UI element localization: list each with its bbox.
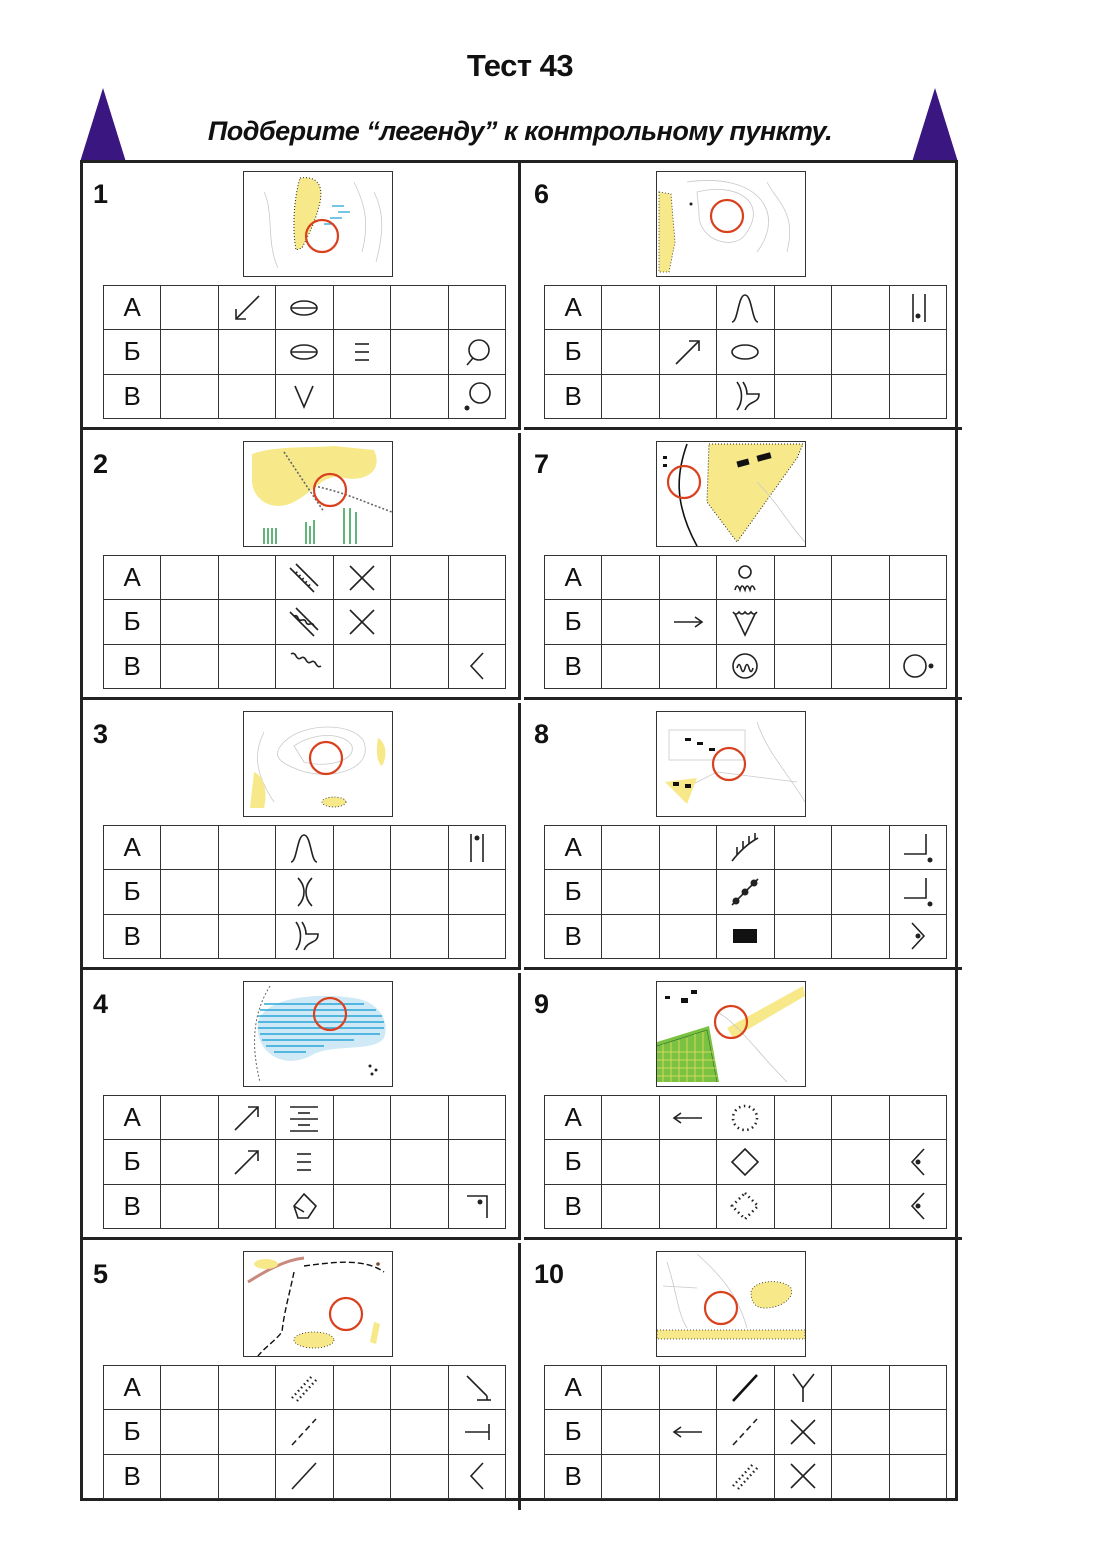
legend-table	[103, 1365, 506, 1499]
legend-empty-cell	[832, 1096, 889, 1140]
legend-empty-cell	[774, 556, 831, 600]
legend-empty-cell	[391, 1366, 448, 1410]
legend-empty-cell	[602, 826, 659, 870]
legend-table	[103, 825, 506, 959]
legend-empty-cell	[218, 1366, 275, 1410]
legend-table	[544, 825, 947, 959]
option-label: В	[545, 1454, 602, 1498]
legend-empty-cell	[448, 914, 505, 958]
legend-empty-cell	[659, 374, 716, 418]
legend-empty-cell	[659, 1140, 716, 1184]
option-label: А	[104, 556, 161, 600]
legend-empty-cell	[774, 600, 831, 644]
legend-empty-cell	[659, 1366, 716, 1410]
legend-empty-cell	[448, 1140, 505, 1184]
angle-left-icon	[448, 1454, 505, 1498]
legend-empty-cell	[602, 1096, 659, 1140]
legend-empty-cell	[218, 1454, 275, 1498]
arrow-ne-icon	[218, 1140, 275, 1184]
arrow-right-icon	[659, 600, 716, 644]
legend-empty-cell	[391, 826, 448, 870]
legend-empty-cell	[391, 1096, 448, 1140]
diamond-icon	[717, 1140, 774, 1184]
test-card-7	[524, 433, 962, 700]
ellipse-line-icon	[276, 286, 333, 330]
arrow-left-icon	[659, 1410, 716, 1454]
legend-empty-cell	[889, 374, 946, 418]
legend-empty-cell	[218, 826, 275, 870]
legend-row[interactable]	[545, 826, 947, 870]
legend-empty-cell	[448, 600, 505, 644]
legend-empty-cell	[161, 1184, 218, 1228]
legend-empty-cell	[161, 374, 218, 418]
test-grid	[80, 160, 958, 1501]
triangle-right-icon	[912, 88, 958, 162]
legend-empty-cell	[161, 1096, 218, 1140]
cross-icon	[774, 1454, 831, 1498]
map-1-thumbnail	[243, 171, 393, 277]
legend-empty-cell	[333, 1366, 390, 1410]
option-label: А	[104, 1096, 161, 1140]
legend-row[interactable]	[104, 1140, 506, 1184]
map-7-thumbnail	[656, 441, 806, 547]
legend-row[interactable]	[545, 644, 947, 688]
legend-row[interactable]	[104, 870, 506, 914]
legend-empty-cell	[832, 330, 889, 374]
legend-empty-cell	[602, 330, 659, 374]
line-dot-icon	[889, 286, 946, 330]
legend-empty-cell	[218, 1184, 275, 1228]
corner-dot-icon	[889, 870, 946, 914]
dotted-diamond-icon	[717, 1184, 774, 1228]
test-card-6	[524, 163, 962, 430]
legend-empty-cell	[602, 914, 659, 958]
legend-empty-cell	[218, 374, 275, 418]
hill-bump-icon	[276, 826, 333, 870]
legend-row[interactable]	[104, 914, 506, 958]
arrow-ne-icon	[218, 1096, 275, 1140]
ellipse-line-icon	[276, 330, 333, 374]
dotted-double-icon	[717, 1454, 774, 1498]
dashed-diagonal-icon	[717, 1410, 774, 1454]
legend-empty-cell	[889, 1410, 946, 1454]
legend-empty-cell	[333, 286, 390, 330]
dot-line-icon	[448, 826, 505, 870]
dotted-band-icon	[276, 556, 333, 600]
legend-empty-cell	[333, 374, 390, 418]
legend-empty-cell	[161, 556, 218, 600]
legend-empty-cell	[774, 870, 831, 914]
legend-empty-cell	[333, 1184, 390, 1228]
test-number: 6	[534, 179, 550, 209]
legend-empty-cell	[218, 870, 275, 914]
legend-empty-cell	[602, 1140, 659, 1184]
map-9-thumbnail	[656, 981, 806, 1087]
dotted-double-icon	[276, 1366, 333, 1410]
test-card-1	[83, 163, 521, 430]
arrow-sw-icon	[218, 286, 275, 330]
legend-empty-cell	[161, 1410, 218, 1454]
triangle-left-icon	[80, 88, 126, 162]
legend-empty-cell	[602, 600, 659, 644]
legend-row[interactable]	[545, 1410, 947, 1454]
option-label: В	[545, 374, 602, 418]
arrow-ne-icon	[659, 330, 716, 374]
legend-empty-cell	[333, 644, 390, 688]
legend-empty-cell	[161, 870, 218, 914]
legend-row[interactable]	[545, 1366, 947, 1410]
legend-empty-cell	[218, 1410, 275, 1454]
black-rect-icon	[717, 914, 774, 958]
legend-empty-cell	[333, 826, 390, 870]
test-number: 3	[93, 719, 109, 749]
legend-empty-cell	[391, 870, 448, 914]
legend-empty-cell	[659, 644, 716, 688]
legend-empty-cell	[774, 644, 831, 688]
option-label: В	[104, 914, 161, 958]
test-number: 7	[534, 449, 550, 479]
legend-empty-cell	[161, 826, 218, 870]
legend-empty-cell	[889, 600, 946, 644]
circle-wave-icon	[717, 644, 774, 688]
angle-dot-left-icon	[889, 1184, 946, 1228]
legend-empty-cell	[774, 330, 831, 374]
legend-empty-cell	[161, 330, 218, 374]
legend-empty-cell	[333, 1454, 390, 1498]
option-label: А	[545, 1366, 602, 1410]
test-card-10	[524, 1243, 962, 1510]
legend-empty-cell	[832, 1140, 889, 1184]
legend-empty-cell	[832, 870, 889, 914]
legend-empty-cell	[602, 556, 659, 600]
legend-table	[103, 285, 506, 419]
cliff-icon	[717, 826, 774, 870]
cross-icon	[774, 1410, 831, 1454]
solid-diagonal-bold-icon	[717, 1366, 774, 1410]
person-mark-icon	[717, 556, 774, 600]
legend-table	[544, 1365, 947, 1499]
legend-empty-cell	[832, 556, 889, 600]
legend-empty-cell	[161, 1140, 218, 1184]
legend-table	[544, 285, 947, 419]
legend-empty-cell	[602, 1454, 659, 1498]
legend-empty-cell	[659, 914, 716, 958]
option-label: В	[545, 914, 602, 958]
legend-row[interactable]	[104, 556, 506, 600]
legend-empty-cell	[832, 1410, 889, 1454]
map-3-thumbnail	[243, 711, 393, 817]
legend-empty-cell	[774, 1184, 831, 1228]
option-label: А	[104, 1366, 161, 1410]
test-card-4	[83, 973, 521, 1240]
legend-empty-cell	[333, 1410, 390, 1454]
legend-empty-cell	[218, 914, 275, 958]
legend-row[interactable]	[104, 374, 506, 418]
option-label: В	[104, 1454, 161, 1498]
legend-empty-cell	[774, 914, 831, 958]
legend-row[interactable]	[545, 556, 947, 600]
legend-empty-cell	[889, 556, 946, 600]
legend-empty-cell	[448, 870, 505, 914]
test-card-9	[524, 973, 962, 1240]
legend-empty-cell	[161, 914, 218, 958]
legend-empty-cell	[832, 374, 889, 418]
legend-row[interactable]	[545, 870, 947, 914]
legend-empty-cell	[774, 374, 831, 418]
legend-empty-cell	[602, 1184, 659, 1228]
legend-empty-cell	[659, 1184, 716, 1228]
legend-row[interactable]	[545, 1140, 947, 1184]
legend-empty-cell	[391, 1184, 448, 1228]
legend-empty-cell	[659, 286, 716, 330]
legend-row[interactable]	[104, 330, 506, 374]
legend-table	[103, 1095, 506, 1229]
test-number: 8	[534, 719, 550, 749]
legend-row[interactable]	[104, 1184, 506, 1228]
cross-icon	[333, 556, 390, 600]
angle-dot-left-icon	[889, 1140, 946, 1184]
test-card-3	[83, 703, 521, 970]
legend-row[interactable]	[104, 1096, 506, 1140]
legend-empty-cell	[602, 286, 659, 330]
map-8-thumbnail	[656, 711, 806, 817]
ellipse-icon	[717, 330, 774, 374]
legend-empty-cell	[889, 1096, 946, 1140]
legend-empty-cell	[218, 330, 275, 374]
wavy-band-icon	[276, 600, 333, 644]
legend-row[interactable]	[545, 1096, 947, 1140]
legend-row[interactable]	[545, 914, 947, 958]
cross-icon	[333, 600, 390, 644]
option-label: Б	[545, 1410, 602, 1454]
test-number: 4	[93, 989, 109, 1019]
legend-empty-cell	[333, 1140, 390, 1184]
legend-empty-cell	[774, 1140, 831, 1184]
legend-empty-cell	[218, 644, 275, 688]
legend-empty-cell	[391, 556, 448, 600]
legend-empty-cell	[602, 1410, 659, 1454]
option-label: Б	[104, 1140, 161, 1184]
legend-empty-cell	[774, 826, 831, 870]
test-card-5	[83, 1243, 521, 1510]
loop-mark-icon	[448, 330, 505, 374]
legend-empty-cell	[832, 286, 889, 330]
test-number: 5	[93, 1259, 109, 1289]
option-label: В	[104, 644, 161, 688]
legend-row[interactable]	[104, 1410, 506, 1454]
legend-table	[103, 555, 506, 689]
option-label: Б	[104, 330, 161, 374]
legend-empty-cell	[161, 1454, 218, 1498]
legend-empty-cell	[774, 1096, 831, 1140]
corner-dot-icon	[889, 826, 946, 870]
legend-row[interactable]	[545, 1454, 947, 1498]
legend-row[interactable]	[104, 644, 506, 688]
hill-bump-icon	[717, 286, 774, 330]
legend-empty-cell	[832, 826, 889, 870]
option-label: Б	[545, 330, 602, 374]
dot-chain-icon	[717, 870, 774, 914]
legend-empty-cell	[832, 1366, 889, 1410]
page-subtitle: Подберите “легенду” к контрольному пункту.	[207, 116, 833, 146]
legend-empty-cell	[218, 600, 275, 644]
dotted-circle-icon	[717, 1096, 774, 1140]
legend-empty-cell	[832, 1454, 889, 1498]
legend-empty-cell	[602, 644, 659, 688]
legend-empty-cell	[659, 1454, 716, 1498]
option-label: В	[545, 1184, 602, 1228]
angle-left-icon	[448, 644, 505, 688]
legend-empty-cell	[333, 870, 390, 914]
test-number: 9	[534, 989, 550, 1019]
option-label: Б	[545, 600, 602, 644]
legend-empty-cell	[391, 374, 448, 418]
y-fork-icon	[774, 1366, 831, 1410]
legend-empty-cell	[889, 330, 946, 374]
legend-row[interactable]	[104, 600, 506, 644]
option-label: А	[545, 286, 602, 330]
marsh-lines-icon	[276, 1096, 333, 1140]
saddle-icon	[276, 870, 333, 914]
legend-empty-cell	[391, 600, 448, 644]
circle-dot-icon	[448, 374, 505, 418]
legend-row[interactable]	[545, 600, 947, 644]
legend-row[interactable]	[104, 1454, 506, 1498]
option-label: В	[104, 374, 161, 418]
test-number: 10	[534, 1259, 565, 1289]
option-label: Б	[104, 870, 161, 914]
legend-empty-cell	[161, 1366, 218, 1410]
legend-empty-cell	[602, 870, 659, 914]
reentrant-icon	[276, 914, 333, 958]
legend-row[interactable]	[104, 286, 506, 330]
t-mark-icon	[448, 1410, 505, 1454]
legend-empty-cell	[659, 556, 716, 600]
legend-empty-cell	[448, 1096, 505, 1140]
circle-dot-right-icon	[889, 644, 946, 688]
legend-row[interactable]	[104, 826, 506, 870]
legend-empty-cell	[161, 600, 218, 644]
legend-empty-cell	[659, 826, 716, 870]
angle-down-icon	[448, 1366, 505, 1410]
pentagon-mark-icon	[276, 1184, 333, 1228]
test-number: 1	[93, 179, 109, 209]
map-4-thumbnail	[243, 981, 393, 1087]
legend-empty-cell	[391, 1454, 448, 1498]
corner-dot-top-icon	[448, 1184, 505, 1228]
legend-empty-cell	[161, 286, 218, 330]
legend-empty-cell	[391, 286, 448, 330]
option-label: А	[104, 286, 161, 330]
option-label: В	[104, 1184, 161, 1228]
legend-empty-cell	[333, 914, 390, 958]
legend-empty-cell	[391, 914, 448, 958]
solid-diagonal-icon	[276, 1454, 333, 1498]
legend-row[interactable]	[545, 1184, 947, 1228]
map-6-thumbnail	[656, 171, 806, 277]
legend-empty-cell	[333, 1096, 390, 1140]
legend-table	[544, 1095, 947, 1229]
angle-right-dot-icon	[889, 914, 946, 958]
reentrant-icon	[717, 374, 774, 418]
legend-row[interactable]	[104, 1366, 506, 1410]
option-label: А	[545, 556, 602, 600]
legend-row[interactable]	[545, 330, 947, 374]
v-tooth-icon	[717, 600, 774, 644]
legend-row[interactable]	[545, 286, 947, 330]
option-label: Б	[104, 600, 161, 644]
legend-empty-cell	[659, 870, 716, 914]
legend-empty-cell	[889, 1366, 946, 1410]
legend-empty-cell	[832, 914, 889, 958]
legend-empty-cell	[832, 1184, 889, 1228]
option-label: А	[545, 826, 602, 870]
option-label: Б	[545, 870, 602, 914]
legend-empty-cell	[391, 330, 448, 374]
legend-empty-cell	[161, 644, 218, 688]
legend-empty-cell	[391, 1410, 448, 1454]
wavy-line-icon	[276, 644, 333, 688]
legend-empty-cell	[832, 644, 889, 688]
option-label: А	[104, 826, 161, 870]
option-label: В	[545, 644, 602, 688]
map-10-thumbnail	[656, 1251, 806, 1357]
legend-table	[544, 555, 947, 689]
option-label: Б	[104, 1410, 161, 1454]
legend-row[interactable]	[545, 374, 947, 418]
v-mark-icon	[276, 374, 333, 418]
legend-empty-cell	[889, 1454, 946, 1498]
legend-empty-cell	[218, 556, 275, 600]
legend-empty-cell	[391, 1140, 448, 1184]
option-label: А	[545, 1096, 602, 1140]
arrow-left-icon	[659, 1096, 716, 1140]
legend-empty-cell	[774, 286, 831, 330]
legend-empty-cell	[602, 374, 659, 418]
test-number: 2	[93, 449, 109, 479]
legend-empty-cell	[448, 556, 505, 600]
dashed-diagonal-icon	[276, 1410, 333, 1454]
test-card-2	[83, 433, 521, 700]
page-title: Тест 43	[466, 48, 574, 83]
legend-empty-cell	[602, 1366, 659, 1410]
three-lines-icon	[276, 1140, 333, 1184]
map-5-thumbnail	[243, 1251, 393, 1357]
three-lines-icon	[333, 330, 390, 374]
legend-empty-cell	[832, 600, 889, 644]
test-card-8	[524, 703, 962, 970]
legend-empty-cell	[391, 644, 448, 688]
option-label: Б	[545, 1140, 602, 1184]
map-2-thumbnail	[243, 441, 393, 547]
legend-empty-cell	[448, 286, 505, 330]
